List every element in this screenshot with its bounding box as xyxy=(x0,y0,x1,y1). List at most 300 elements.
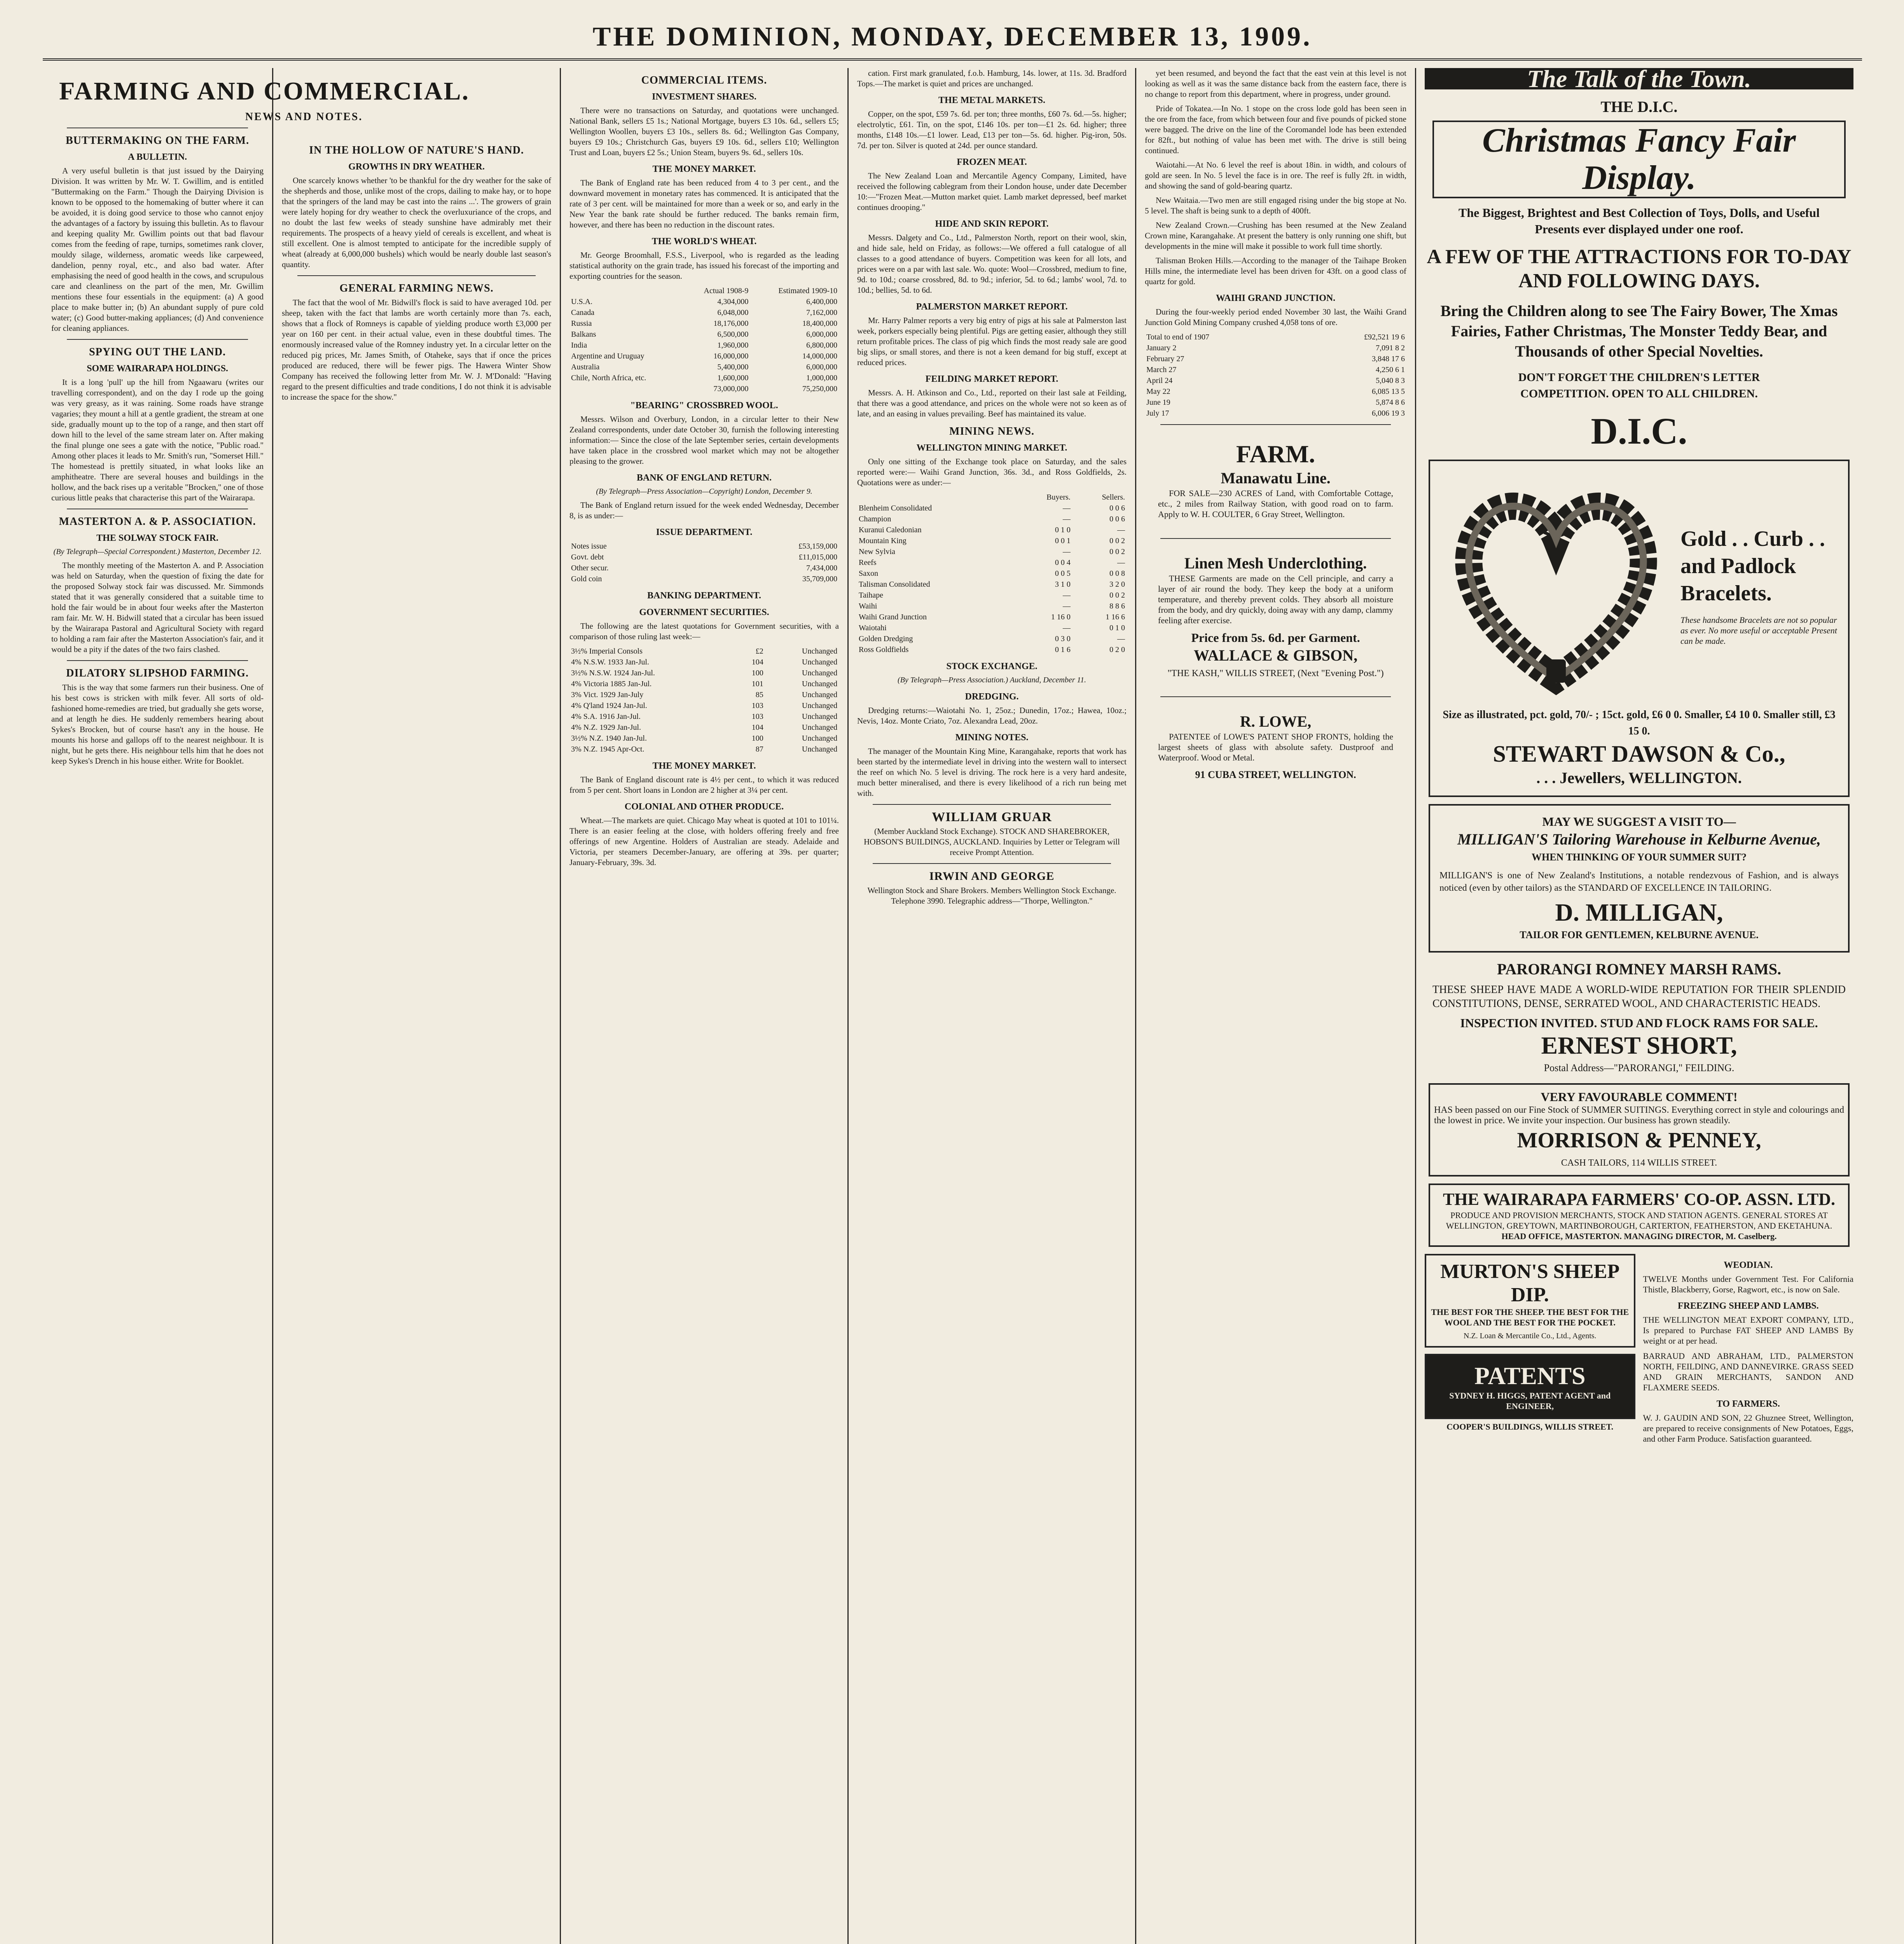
article-subhead: THE SOLWAY STOCK FAIR. xyxy=(96,533,218,543)
table-row xyxy=(569,552,839,563)
table-cell: 1,000,000 xyxy=(806,374,837,382)
table-cell: 3% N.Z. 1945 Apr-Oct. xyxy=(571,745,645,753)
parorangi-invite: INSPECTION INVITED. STUD AND FLOCK RAMS FOR SALE. xyxy=(1460,1016,1818,1030)
byline: (By Telegraph—Special Correspondent.) Masterton, December 12. xyxy=(53,547,262,556)
issue-table-body xyxy=(569,541,839,584)
table-cell: Total to end of 1907 xyxy=(1146,333,1209,341)
article-body: Copper, on the spot, £59 7s. 6d. per ton; three months, £60 7s. 6d.—5s. higher; electrolytic, £61. Tin, on the spot, £146 10s. per ton—£1 2s. 6d. higher; three months, £148 10s.—£1 lower. Lead, £13 per ton—5s. 6d. higher. Pig-iron, 50s. 7d. per ton. Silver is quoted at 24d. per ounce standard. xyxy=(857,109,1127,150)
table-row xyxy=(569,351,839,362)
article-body: Waiotahi.—At No. 6 level the reef is about 18in. in width, and colours of gold are seen. In No. 5 level the face is in ore. The reef is fully 2ft. in width, and showing the sand of gold-bearing quartz. xyxy=(1145,160,1406,191)
linen-body: THESE Garments are made on the Cell principle, and carry a layer of air round the body. They keep the body at a uniform temperature, and thereby prevent colds. They absorb all moisture from the body, and dry quickly, doing away with any damp, clammy feeling after exercise. xyxy=(1158,573,1393,625)
table-cell: £2 xyxy=(755,647,763,656)
article-body: There were no transactions on Saturday, and quotations were unchanged. National Bank, sellers £5 1s.; National Mortgage, buyers £3 10s. 6d., sellers £5; Wellington Woollen, buyers £3 10s., sellers 8s. 6d.; Wellington Gas Company, buyers £9 10s.; Christchurch Gas, buyers £9 10s. 6d., sellers £10; Wellington Trust and Loan, buyers £2 5s.; Union Steam, buyers 9s. 6d., sellers 10s. xyxy=(569,106,839,157)
table-row xyxy=(857,612,1127,622)
table-cell: 0 0 1 xyxy=(1055,537,1071,545)
table-cell: 1 16 6 xyxy=(1106,613,1125,621)
divider xyxy=(1160,424,1391,425)
table-cell: 7,434,000 xyxy=(806,564,837,572)
wheat-table xyxy=(569,285,839,394)
divider xyxy=(67,339,248,340)
article-body: The manager of the Mountain King Mine, Karangahake, reports that work has been started by the intermediate level in driving into the western wall to intersect the reef on which No. 5 level is driving. The rock here is a very hard andesite, much better mineralised, and there is every likelihood of a rich run being met with. xyxy=(857,746,1127,798)
column-4 xyxy=(849,68,1135,1944)
table-row xyxy=(1145,408,1406,419)
table-header-row xyxy=(569,285,839,296)
milligan-advert xyxy=(1429,804,1850,953)
advert-name: IRWIN AND GEORGE xyxy=(929,870,1055,883)
article-body: New Waitaia.—Two men are still engaged rising under the big stope at No. 5 level. The shaft is being sunk to a depth of 400ft. xyxy=(1145,196,1406,215)
table-cell: 100 xyxy=(751,734,763,743)
gold-curb-title: Gold . . Curb . . and Padlock Bracelets. xyxy=(1680,526,1825,605)
table-cell: 5,400,000 xyxy=(717,363,749,371)
table-cell: 6,085 13 5 xyxy=(1372,387,1405,396)
linen-price: Price from 5s. 6d. per Garment. xyxy=(1191,631,1360,645)
table-row xyxy=(1145,332,1406,343)
advert-body: Wellington Stock and Share Brokers. Members Wellington Stock Exchange. Telephone 3990. Telegraphic address—"Thorpe, Wellington." xyxy=(867,886,1116,906)
table-cell: May 22 xyxy=(1146,387,1170,396)
table-cell: 3,848 17 6 xyxy=(1372,355,1405,363)
table-cell: 6,048,000 xyxy=(717,308,749,317)
article-body: The Bank of England return issued for the week ended Wednesday, December 8, is as under:— xyxy=(569,500,839,520)
table-row xyxy=(569,722,839,733)
table-cell: 4% Q'land 1924 Jan-Jul. xyxy=(571,701,647,710)
table-header xyxy=(569,285,681,296)
table-cell: January 2 xyxy=(1146,344,1177,352)
table-cell: Russia xyxy=(571,319,592,328)
table-cell: 104 xyxy=(751,658,763,666)
table-cell: 14,000,000 xyxy=(802,352,837,360)
column-5 xyxy=(1136,68,1415,1944)
article-head: DILATORY SLIPSHOD FARMING. xyxy=(66,667,249,679)
table-row xyxy=(857,644,1127,655)
stewart-dawson-name: STEWART DAWSON & Co., xyxy=(1493,741,1785,767)
table-cell: 0 0 6 xyxy=(1109,515,1125,523)
table-header: Estimated 1909-10 xyxy=(778,287,837,295)
article-body: Dredging returns:—Waiotahi No. 1, 25oz.; Dunedin, 17oz.; Hawea, 10oz.; Nevis, 14oz. Monte Criato, 7oz. Alexandra Lead, 20oz. xyxy=(857,706,1127,726)
table-row xyxy=(569,700,839,711)
table-cell: — xyxy=(1062,547,1071,556)
table-title: ISSUE DEPARTMENT. xyxy=(656,527,753,537)
letter-competition: DON'T FORGET THE CHILDREN'S LETTER COMPETITION. OPEN TO ALL CHILDREN. xyxy=(1518,371,1760,400)
table-cell: 0 1 6 xyxy=(1055,645,1071,654)
table-cell: £53,159,000 xyxy=(798,542,837,551)
linen-title: Linen Mesh Underclothing. xyxy=(1184,554,1367,572)
table-cell: 0 3 0 xyxy=(1055,635,1071,643)
lowe-advert xyxy=(1149,704,1403,791)
table-cell: 104 xyxy=(751,723,763,732)
article-subhead: SOME WAIRARAPA HOLDINGS. xyxy=(87,364,228,374)
table-row xyxy=(1145,353,1406,364)
table-cell: Unchanged xyxy=(802,745,837,753)
table-cell: Kuranui Caledonian xyxy=(859,526,922,534)
table-row xyxy=(857,524,1127,535)
byline: (By Telegraph—Press Association—Copyright) London, December 9. xyxy=(596,487,812,496)
table-cell: £11,015,000 xyxy=(798,553,837,561)
murton-text: THE BEST FOR THE SHEEP. THE BEST FOR THE WOOL AND THE BEST FOR THE POCKET. xyxy=(1431,1307,1629,1327)
table-row xyxy=(569,646,839,657)
article-head: THE WORLD'S WHEAT. xyxy=(652,236,757,246)
table-row xyxy=(569,668,839,678)
lowe-body: PATENTEE of LOWE'S PATENT SHOP FRONTS, holding the largest sheets of glass with absolute safety. Dustproof and Waterproof. Wood or Metal. xyxy=(1158,732,1393,762)
table-cell xyxy=(569,383,681,394)
article-body: Messrs. Wilson and Overbury, London, in a circular letter to their New Zealand correspondents, under date October 30, furnish the following interesting information:— Since the close of the late September series, certain developments have taken place in the crossbred wool market which may not be altogether pleasing to the grower. xyxy=(569,414,839,466)
table-cell: 5,040 8 3 xyxy=(1376,376,1405,385)
wairarapa-farmers-sub: PRODUCE AND PROVISION MERCHANTS, STOCK AND STATION AGENTS. GENERAL STORES AT WELLINGTON, GREYTOWN, MARTINBOROUGH, CARTERTON, FEATHERSTON, AND EKETAHUNA. xyxy=(1446,1210,1832,1231)
table-cell: Unchanged xyxy=(802,691,837,699)
gov-table-body xyxy=(569,646,839,755)
table-cell: Waiotahi xyxy=(859,624,887,632)
column-2 xyxy=(273,68,560,1944)
table-cell: Unchanged xyxy=(802,712,837,721)
patents-address: COOPER'S BUILDINGS, WILLIS STREET. xyxy=(1446,1422,1614,1432)
table-cell: 4,250 6 1 xyxy=(1376,365,1405,374)
table-cell: 0 0 2 xyxy=(1109,591,1125,600)
farm-advert xyxy=(1149,432,1403,531)
table-cell: 0 0 5 xyxy=(1055,569,1071,578)
table-cell: 1,600,000 xyxy=(717,374,749,382)
divider xyxy=(873,863,1111,864)
farm-body: FOR SALE—230 ACRES of Land, with Comfortable Cottage, etc., 2 miles from Railway Station, with good road on to farm. Apply to W. H. COULTER, 6 Gray Street, Wellington. xyxy=(1158,488,1393,519)
article-head: BUTTERMAKING ON THE FARM. xyxy=(66,135,249,147)
table-cell: 0 0 8 xyxy=(1109,569,1125,578)
table-cell: 4% Victoria 1885 Jan-Jul. xyxy=(571,680,652,688)
lowe-address: 91 CUBA STREET, WELLINGTON. xyxy=(1195,769,1356,780)
article-body: The following are the latest quotations for Government securities, with a comparison of those ruling last week:— xyxy=(569,621,839,641)
table-cell: 101 xyxy=(751,680,763,688)
column-6-adverts xyxy=(1416,65,1862,1944)
table-row xyxy=(857,557,1127,568)
stewart-dawson-sub: . . . Jewellers, WELLINGTON. xyxy=(1536,769,1742,787)
article-head: THE MONEY MARKET. xyxy=(652,164,756,174)
table-cell: 0 0 6 xyxy=(1109,504,1125,512)
table-cell: 35,709,000 xyxy=(802,575,837,583)
article-body: The Bank of England discount rate is 4½ per cent., to which it was reduced from 5 per cent. Short loans in London are 2 higher at 3¼ per cent. xyxy=(569,775,839,795)
divider xyxy=(297,275,536,276)
table-cell: 6,000,000 xyxy=(806,330,837,339)
milligan-question: WHEN THINKING OF YOUR SUMMER SUIT? xyxy=(1531,851,1747,863)
table-cell: 75,250,000 xyxy=(802,385,837,393)
table-cell: 6,006 19 3 xyxy=(1372,409,1405,418)
lowe-title: R. LOWE, xyxy=(1240,713,1312,730)
attractions-text: Bring the Children along to see The Fairy Bower, The Xmas Fairies, Father Christmas, The Monster Teddy Bear, and Thousands of other Special Novelties. xyxy=(1440,302,1838,360)
table-cell: Unchanged xyxy=(802,647,837,656)
table-row xyxy=(857,590,1127,601)
table-row xyxy=(569,541,839,552)
comment-head: VERY FAVOURABLE COMMENT! xyxy=(1541,1090,1738,1104)
table-row xyxy=(569,372,839,383)
table-cell: — xyxy=(1062,504,1071,512)
milligan-tagline: TAILOR FOR GENTLEMEN, KELBURNE AVENUE. xyxy=(1520,929,1759,941)
table-cell: 3½% N.Z. 1940 Jan-Jul. xyxy=(571,734,647,743)
table-cell: — xyxy=(1117,526,1125,534)
article-head: BANK OF ENGLAND RETURN. xyxy=(636,473,772,483)
article-head: HIDE AND SKIN REPORT. xyxy=(935,219,1049,229)
article-body: The monthly meeting of the Masterton A. and P. Association was held on Saturday, when the question of fixing the date for the proposed Solway stock fair was discussed. Mr. Simmonds stated that it was generally considered that a suitable time to hold the fair would be in about four weeks after the Masterton ram fair. Mr. W. H. Bidwill stated that a circular has been issued by the Wairarapa Pastoral and Agricultural Society with regard to holding a ram fair after the Masterton Association's fair, and it would be a pity if the dates of the two fairs clashed. xyxy=(51,561,264,654)
article-body: Messrs. Dalgety and Co., Ltd., Palmerston North, report on their wool, skin, and hide sale, held on Friday, as follows:—We offered a full catalogue of all classes to a good attendance of buyers. Competition was keen for all lots, and prices were on a par with last sale. Wo. quote: Wool—Crossbred, medium to fine, 9d. to 10d.; coarse crossbred, 8d. to 9d.; inferior, 5d. to 6d.; lambs' wool, 7d. to 10d.; bellies, 5d. to 6d. xyxy=(857,233,1127,295)
table-cell: 7,091 8 2 xyxy=(1376,344,1405,352)
table-row xyxy=(569,689,839,700)
table-cell: 0 2 0 xyxy=(1109,645,1125,654)
article-head: STOCK EXCHANGE. xyxy=(946,661,1038,671)
patents-advert xyxy=(1425,1354,1635,1419)
article-head: SPYING OUT THE LAND. xyxy=(89,346,226,358)
table-header-row xyxy=(857,492,1127,503)
table-cell: 0 1 0 xyxy=(1055,526,1071,534)
table-cell: 0 0 2 xyxy=(1109,537,1125,545)
murton-title: MURTON'S SHEEP DIP. xyxy=(1440,1260,1620,1306)
masthead-title: THE DOMINION, MONDAY, DECEMBER 13, 1909. xyxy=(592,22,1312,52)
morrison-advert xyxy=(1429,1083,1850,1177)
article-body: yet been resumed, and beyond the fact that the east vein at this level is not looking as well as it was the same distance back from the eastern face, there is no change to report from this department, where in progress, under ground. xyxy=(1145,68,1406,99)
table-title: BANKING DEPARTMENT. xyxy=(647,591,761,601)
table-cell: Unchanged xyxy=(802,680,837,688)
news-and-notes: NEWS AND NOTES. xyxy=(245,111,363,123)
table-cell: 5,874 8 6 xyxy=(1376,398,1405,407)
table-cell: Blenheim Consolidated xyxy=(859,504,932,512)
article-subhead: GROWTHS IN DRY WEATHER. xyxy=(348,162,485,172)
article-head: MASTERTON A. & P. ASSOCIATION. xyxy=(59,516,256,528)
table-cell: U.S.A. xyxy=(571,297,593,306)
table-row xyxy=(857,633,1127,644)
commercial-items-title: COMMERCIAL ITEMS. xyxy=(641,74,767,86)
dic-fair-title: Christmas Fancy Fair Display. xyxy=(1432,121,1846,198)
table-cell: 0 1 0 xyxy=(1109,624,1125,632)
table-cell: Chile, North Africa, etc. xyxy=(571,374,646,382)
table-cell: 4,304,000 xyxy=(717,297,749,306)
table-cell: 3½% Imperial Consols xyxy=(571,647,643,656)
parorangi-title: PARORANGI ROMNEY MARSH RAMS. xyxy=(1497,960,1782,978)
divider xyxy=(1160,696,1391,697)
table-cell: 103 xyxy=(751,701,763,710)
table-cell: 16,000,000 xyxy=(713,352,749,360)
advert-name: WILLIAM GRUAR xyxy=(932,810,1052,824)
table-row xyxy=(569,657,839,668)
article-body: Only one sitting of the Exchange took place on Saturday, and the sales reported were:— Waihi Grand Junction, 36s. 3d., and Ross Goldfields, 2s. Quotations were as under:— xyxy=(857,457,1127,487)
table-cell: Waihi Grand Junction xyxy=(859,613,927,621)
table-row xyxy=(1145,364,1406,375)
table-cell: Unchanged xyxy=(802,669,837,677)
table-cell: 1,960,000 xyxy=(717,341,749,350)
table-cell: 4% N.S.W. 1933 Jan-Jul. xyxy=(571,658,649,666)
table-cell: Unchanged xyxy=(802,701,837,710)
table-cell: — xyxy=(1062,515,1071,523)
section-title: FARMING AND COMMERCIAL. xyxy=(59,77,470,105)
ernest-short-name: ERNEST SHORT, xyxy=(1541,1031,1737,1059)
table-row xyxy=(1145,386,1406,397)
table-cell: Other secur. xyxy=(571,564,609,572)
mining-table xyxy=(857,492,1127,655)
divider xyxy=(1160,538,1391,539)
weodian-body: TWELVE Months under Government Test. For California Thistle, Blackberry, Gorse, Ragwort, etc., is now on Sale. xyxy=(1643,1274,1853,1294)
wheat-table-body xyxy=(569,296,839,383)
table-row xyxy=(857,568,1127,579)
freezing-body: THE WELLINGTON MEAT EXPORT COMPANY, LTD., Is prepared to Purchase FAT SHEEP AND LAMBS By weight or at per head. xyxy=(1643,1315,1853,1346)
table-cell: Canada xyxy=(571,308,594,317)
farm-title: FARM. xyxy=(1236,440,1315,468)
wgj-table xyxy=(1145,332,1406,419)
masthead xyxy=(43,16,1862,61)
table-cell: March 27 xyxy=(1146,365,1177,374)
table-cell: 4% S.A. 1916 Jan-Jul. xyxy=(571,712,641,721)
stewart-dawson-advert xyxy=(1429,460,1850,797)
article-head: THE MONEY MARKET. xyxy=(652,761,756,771)
gaudin-body: W. J. GAUDIN AND SON, 22 Ghuznee Street, Wellington, are prepared to receive consignments of New Potatoes, Eggs, and other Farm Produce. Satisfaction guaranteed. xyxy=(1643,1413,1853,1444)
dic-small-title: THE D.I.C. xyxy=(1600,98,1678,115)
table-row xyxy=(569,329,839,340)
milligan-suggest: MAY WE SUGGEST A VISIT TO— xyxy=(1542,815,1736,829)
article-head: THE METAL MARKETS. xyxy=(938,95,1045,105)
milligan-title: MILLIGAN'S Tailoring Warehouse in Kelburne Avenue, xyxy=(1457,830,1821,848)
morrison-name: MORRISON & PENNEY, xyxy=(1517,1128,1761,1152)
comment-body: HAS been passed on our Fine Stock of SUMMER SUITINGS. Everything correct in style and colourings and the lowest in price. We invite your inspection. Our business has grown steadily. xyxy=(1434,1105,1844,1126)
article-head: FEILDING MARKET REPORT. xyxy=(925,374,1059,384)
article-head: COLONIAL AND OTHER PRODUCE. xyxy=(624,802,784,812)
table-cell: Argentine and Uruguay xyxy=(571,352,645,360)
article-body: New Zealand Crown.—Crushing has been resumed at the New Zealand Crown mine, Karangahake. At present the battery is only running one shift, but developments in the mine will make it possible to work full time shortly. xyxy=(1145,220,1406,251)
table-row xyxy=(1145,375,1406,386)
table-row xyxy=(569,307,839,318)
table-cell: 6,500,000 xyxy=(717,330,749,339)
table-cell: Unchanged xyxy=(802,734,837,743)
table-cell: 87 xyxy=(755,745,763,753)
table-cell: 73,000,000 xyxy=(713,385,749,393)
article-head: FROZEN MEAT. xyxy=(957,157,1027,167)
table-row xyxy=(857,546,1127,557)
table-cell: 100 xyxy=(751,669,763,677)
table-row xyxy=(1145,397,1406,408)
article-head: MINING NEWS. xyxy=(949,425,1034,437)
table-row xyxy=(569,733,839,744)
table-cell: 6,800,000 xyxy=(806,341,837,350)
article-body: A very useful bulletin is that just issued by the Dairying Division. It was written by Mr. W. T. Gwillim, and is entitled "Buttermaking on the Farm." Though the Dairying Division is known to be opposed to the homemaking of butter where it can be avoided, it is doing good service to those who cannot enjoy the advantages of a factory by issuing this bulletin. As to flavour and keeping quality Mr. Gwillim points out that bad flavour comes from the feeding of rape, turnips, sometimes rank clover, mouldy silage, wilderness, aromatic weeds like carpeweed, dandelion, penny royal, etc., and also bad water. After emphasising the need of good health in the cows, and scrupulous care and cleanliness on the part of the men, Mr. Gwillim mentions these four essentials in the equipment: (a) A good place to make butter in; (b) An abundant supply of pure cold water; (c) Good butter-making appliances; (d) And convenience for cleaning appliances. xyxy=(51,166,264,333)
article-head: GENERAL FARMING NEWS. xyxy=(339,282,494,294)
article-subhead: A BULLETIN. xyxy=(128,152,187,162)
nz-loan-agents: N.Z. Loan & Mercantile Co., Ltd., Agents. xyxy=(1463,1332,1597,1340)
table-cell: 3½% N.S.W. 1924 Jan-Jul. xyxy=(571,669,655,677)
table-cell: New Sylvia xyxy=(859,547,895,556)
byline: (By Telegraph—Press Association.) Auckland, December 11. xyxy=(897,676,1087,684)
table-cell: — xyxy=(1062,624,1071,632)
column-3 xyxy=(561,68,847,1944)
table-row xyxy=(569,318,839,329)
table-cell: 4% N.Z. 1929 Jan-Jul. xyxy=(571,723,641,732)
table-row xyxy=(857,514,1127,524)
table-cell: July 17 xyxy=(1146,409,1169,418)
article-body: One scarcely knows whether 'to be thankful for the dry weather for the sake of the shepherds and those, unlike most of the crops, dailing to make hay, or to hope that the springers of the land may be cast into the rains ...'. The growers of grain were lately hoping for dry weather to check the overluxuriance of the crops, and no doubt the last few weeks of steady sunshine have admirably met their requirements. The prospects of a heavy yield of cereals is excellent, and wheat is still excellent. One is almost tempted to anticipate for the incredible supply of wheat (already at 6,000,000 bushels) which would be nearly double last season's quantity. xyxy=(282,176,551,269)
wallace-name: WALLACE & GIBSON, xyxy=(1193,647,1358,664)
table-cell: 18,176,000 xyxy=(713,319,749,328)
article-head: PALMERSTON MARKET REPORT. xyxy=(916,302,1068,312)
table-cell: — xyxy=(1062,591,1071,600)
table-cell: 0 0 2 xyxy=(1109,547,1125,556)
wgj-table-body xyxy=(1145,332,1406,419)
table-cell: Champion xyxy=(859,515,891,523)
table-cell: 103 xyxy=(751,712,763,721)
article-body: During the four-weekly period ended November 30 last, the Waihi Grand Junction Gold Mining Company crushed 4,058 tons of ore. xyxy=(1145,307,1406,327)
table-cell: 85 xyxy=(755,691,763,699)
milligan-name: D. MILLIGAN, xyxy=(1555,899,1723,926)
ernest-short-address: Postal Address—"PARORANGI," FEILDING. xyxy=(1544,1062,1735,1073)
table-row xyxy=(569,296,839,307)
table-cell: 1 16 0 xyxy=(1051,613,1071,621)
table-row xyxy=(569,563,839,573)
linen-advert xyxy=(1149,546,1403,689)
table-row xyxy=(857,579,1127,590)
table-header: Sellers. xyxy=(1102,493,1125,502)
table-cell: Saxon xyxy=(859,569,878,578)
wairarapa-farmers-office: HEAD OFFICE, MASTERTON. MANAGING DIRECTOR, M. Caselberg. xyxy=(1501,1231,1777,1241)
article-body: cation. First mark granulated, f.o.b. Hamburg, 14s. lower, at 11s. 3d. Bradford Tops.—The market is quiet and prices are unchanged. xyxy=(857,68,1127,88)
table-cell: 7,162,000 xyxy=(806,308,837,317)
wairarapa-farmers-title: THE WAIRARAPA FARMERS' CO-OP. ASSN. LTD. xyxy=(1443,1190,1835,1209)
table-total-row xyxy=(569,383,839,394)
wallace-address: "THE KASH," WILLIS STREET, (Next "Evening Post.") xyxy=(1167,668,1384,678)
bottom-adverts xyxy=(1425,1254,1853,1444)
article-body: The New Zealand Loan and Mercantile Agency Company, Limited, have received the following cablegram from their London house, under date December 10:—"Frozen Meat.—Mutton market quiet. Lamb market depressed, beef market continues drooping." xyxy=(857,171,1127,212)
divider xyxy=(67,660,248,661)
freezing-title: FREEZING SHEEP AND LAMBS. xyxy=(1677,1301,1819,1311)
table-cell: Talisman Consolidated xyxy=(859,580,930,589)
table-cell: Notes issue xyxy=(571,542,607,551)
article-body: Talisman Broken Hills.—According to the manager of the Taihape Broken Hills mine, the intermediate level has been driven for 43ft. on a good class of quartz for gold. xyxy=(1145,256,1406,286)
dic-description: The Biggest, Brightest and Best Collection of Toys, Dolls, and Useful Presents ever displayed under one roof. xyxy=(1459,206,1820,236)
table-cell: 0 0 4 xyxy=(1055,558,1071,567)
table-header: Buyers. xyxy=(1046,493,1071,502)
mining-table-body xyxy=(857,503,1127,655)
article-head: WAIHI GRAND JUNCTION. xyxy=(1216,293,1336,303)
table-cell: Unchanged xyxy=(802,658,837,666)
issue-table xyxy=(569,541,839,584)
farm-subtitle: Manawatu Line. xyxy=(1221,469,1331,487)
article-body: The fact that the wool of Mr. Bidwill's flock is said to have averaged 10d. per sheep, taken with the fact that lambs are worth certainly more than 7s. each, shows that a flock of Romneys is capable of yielding produce worth £3,000 per year on 160 per cent. in their actual value, even in these doubtful times. The enormously increased value of the Romney industry yet. In a circular letter on the reduced pig prices, Mr. James Smith, of Otaheke, says that if once the prices produced are reduced, there will be fewer pigs. The Hawera Winter Show Company has received the following letter from Mr. W. J. M'Donald: "Having regard to the present difficulties and trade conditions, I do not think it is advisable to increase the space for the show." xyxy=(282,298,551,402)
weodian-title: WEODIAN. xyxy=(1724,1260,1773,1270)
article-head: DREDGING. xyxy=(965,692,1019,702)
table-row xyxy=(857,601,1127,612)
article-body: Wheat.—The markets are quiet. Chicago May wheat is quoted at 101 to 101¼. There is an easier feeling at the close, with holders offering freely and free offerings of new Argentine. Holders of Australian are steady. Adelaide and Victoria, per steamers December-January, are offering at 39s. per quarter; January-February, 39s. 3d. xyxy=(569,816,839,867)
table-header: Actual 1908-9 xyxy=(704,287,749,295)
morrison-address: CASH TAILORS, 114 WILLIS STREET. xyxy=(1561,1158,1717,1168)
table-cell: 18,400,000 xyxy=(802,319,837,328)
article-body: It is a long 'pull' up the hill from Ngaawaru (writes our travelling correspondent), and on the day I rode up the going was very greasy, as it was raining. Some roads have strange vagaries; they mount a hill at a gentle gradient, the stream at one side, gradually mount up to the top of a range, and then start off down hill to the level of the same stream later on. After making the final plunge one sees a gate with the notice, "Public road." Among other places it leads to Mr. Smith's run, "Somerset Hill." The homestead is prettily situated, in what looks like an amphitheatre. There are several houses and buildings in the hollow, and the back rises up a veritable "Brocken," one of those curious little peaks that characterise this part of the Wairarapa. xyxy=(51,378,264,502)
parorangi-body: THESE SHEEP HAVE MADE A WORLD-WIDE REPUTATION FOR THEIR SPLENDID CONSTITUTIONS, DENSE, SERRATED WOOL, AND CHARACTERISTIC HEADS. xyxy=(1432,984,1846,1010)
table-cell: 3 2 0 xyxy=(1109,580,1125,589)
article-head: GOVERNMENT SECURITIES. xyxy=(639,607,769,617)
advert-body: (Member Auckland Stock Exchange). STOCK AND SHAREBROKER, HOBSON'S BUILDINGS, AUCKLAND. Inquiries by Letter or Telegram will receive Prompt Attention. xyxy=(864,827,1120,857)
table-cell: — xyxy=(1117,635,1125,643)
table-cell: — xyxy=(1062,602,1071,610)
table-cell: — xyxy=(1117,558,1125,567)
table-row xyxy=(569,678,839,689)
wairarapa-farmers-advert xyxy=(1429,1184,1850,1247)
table-cell: Taihape xyxy=(859,591,884,600)
table-row xyxy=(569,340,839,351)
table-cell: Govt. debt xyxy=(571,553,604,561)
dic-logo: D.I.C. xyxy=(1591,410,1687,452)
article-head: MINING NOTES. xyxy=(955,732,1029,743)
table-row xyxy=(569,362,839,372)
table-row xyxy=(857,622,1127,633)
table-cell: Waihi xyxy=(859,602,877,610)
table-cell: June 19 xyxy=(1146,398,1170,407)
patents-title: PATENTS xyxy=(1474,1362,1586,1390)
barraud-body: BARRAUD AND ABRAHAM, LTD., PALMERSTON NORTH, FEILDING, AND DANNEVIRKE. GRASS SEED AND GRAIN MERCHANTS, SANDON AND FLAXMERE SEEDS. xyxy=(1643,1351,1853,1392)
table-header xyxy=(857,492,1016,503)
table-cell: Australia xyxy=(571,363,600,371)
table-cell: April 24 xyxy=(1146,376,1173,385)
table-cell: Gold coin xyxy=(571,575,602,583)
table-row xyxy=(569,744,839,755)
table-cell: Mountain King xyxy=(859,537,907,545)
article-subhead: WELLINGTON MINING MARKET. xyxy=(916,443,1067,453)
